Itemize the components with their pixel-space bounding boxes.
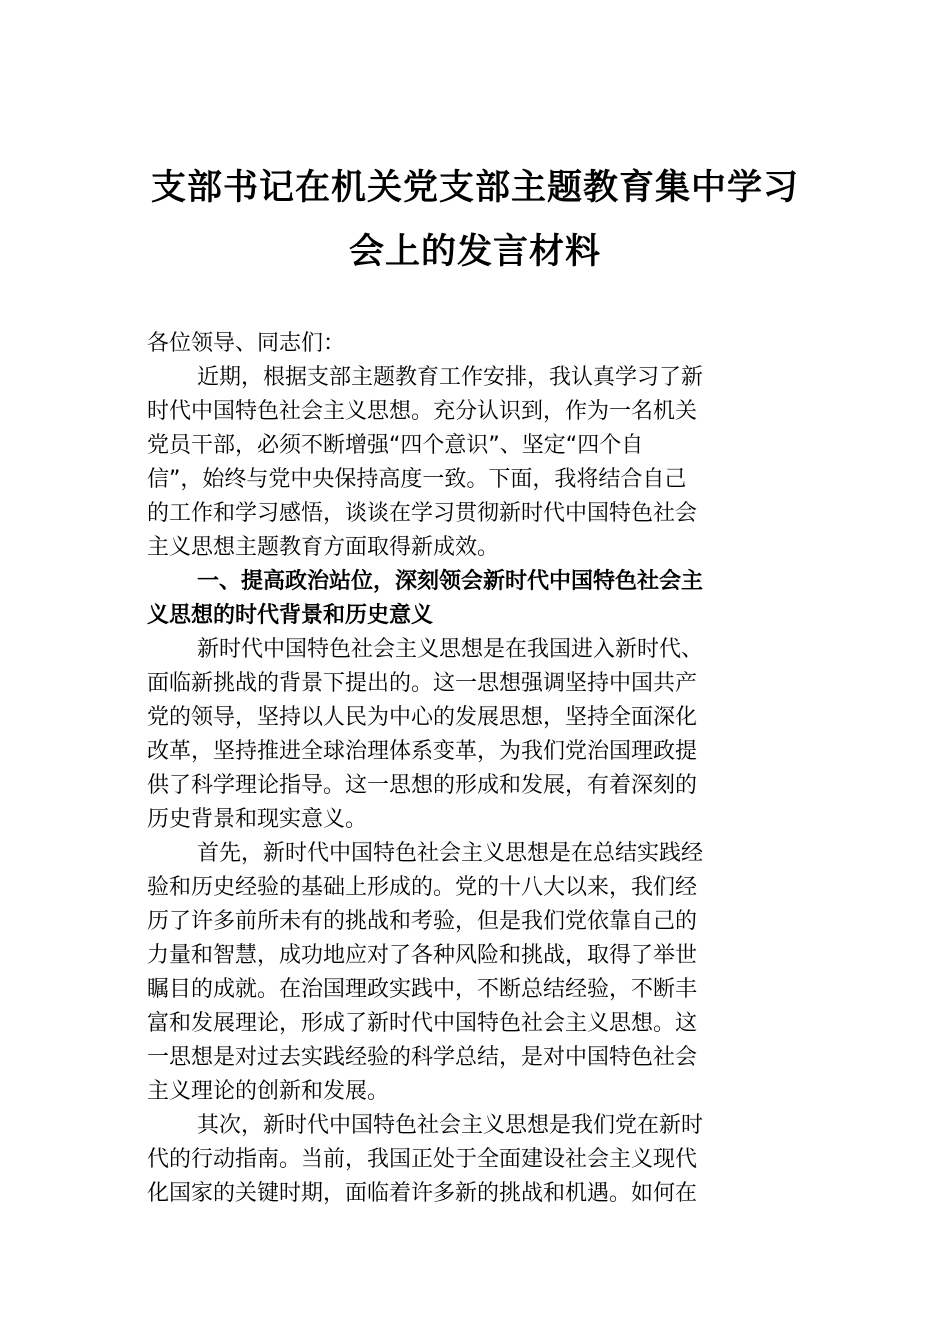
body-text-line: 供了科学理论指导。这一思想的形成和发展，有着深刻的: [147, 773, 698, 798]
body-text-line: 近期，根据支部主题教育工作安排，我认真学习了新: [197, 365, 704, 390]
body-text-line: 信”，始终与党中央保持高度一致。下面，我将结合自己: [147, 467, 687, 492]
body-text-line: 党的领导，坚持以人民为中心的发展思想，坚持全面深化: [147, 705, 698, 730]
body-text-line: 富和发展理论，形成了新时代中国特色社会主义思想。这: [147, 1011, 698, 1036]
body-text-line: 党员干部，必须不断增强“四个意识”、坚定“四个自: [147, 433, 644, 458]
document-title-line-2: 会上的发言材料: [348, 231, 601, 272]
body-text-line: 化国家的关键时期，面临着许多新的挑战和机遇。如何在: [147, 1181, 698, 1206]
body-text-line: 其次，新时代中国特色社会主义思想是我们党在新时: [197, 1113, 704, 1138]
body-text-line: 主义思想主题教育方面取得新成效。: [147, 535, 500, 560]
body-text-line: 一思想是对过去实践经验的科学总结，是对中国特色社会: [147, 1045, 698, 1070]
body-text-line: 历了许多前所未有的挑战和考验，但是我们党依靠自己的: [147, 909, 698, 934]
body-text-line: 首先，新时代中国特色社会主义思想是在总结实践经: [197, 841, 704, 866]
body-text-line: 改革，坚持推进全球治理体系变革，为我们党治国理政提: [147, 739, 698, 764]
body-text-line: 主义理论的创新和发展。: [147, 1079, 390, 1104]
body-text-line: 历史背景和现实意义。: [147, 807, 368, 832]
body-text-line: 力量和智慧，成功地应对了各种风险和挑战，取得了举世: [147, 943, 698, 968]
body-text-line: 验和历史经验的基础上形成的。党的十八大以来，我们经: [147, 875, 698, 900]
body-text-line: 新时代中国特色社会主义思想是在我国进入新时代、: [197, 637, 704, 662]
body-text-line: 各位领导、同志们：: [147, 331, 346, 356]
section-heading-line: 一、提高政治站位，深刻领会新时代中国特色社会主: [197, 569, 704, 594]
body-text-line: 的工作和学习感悟，谈谈在学习贯彻新时代中国特色社会: [147, 501, 698, 526]
body-text-line: 代的行动指南。当前，我国正处于全面建设社会主义现代: [147, 1147, 698, 1172]
section-heading-line: 义思想的时代背景和历史意义: [147, 603, 434, 628]
body-text-line: 面临新挑战的背景下提出的。这一思想强调坚持中国共产: [147, 671, 698, 696]
document-title-line-1: 支部书记在机关党支部主题教育集中学习: [150, 167, 799, 208]
body-text-line: 瞩目的成就。在治国理政实践中，不断总结经验，不断丰: [147, 977, 698, 1002]
body-text-line: 时代中国特色社会主义思想。充分认识到，作为一名机关: [147, 399, 698, 424]
document-body: [147, 327, 807, 1211]
